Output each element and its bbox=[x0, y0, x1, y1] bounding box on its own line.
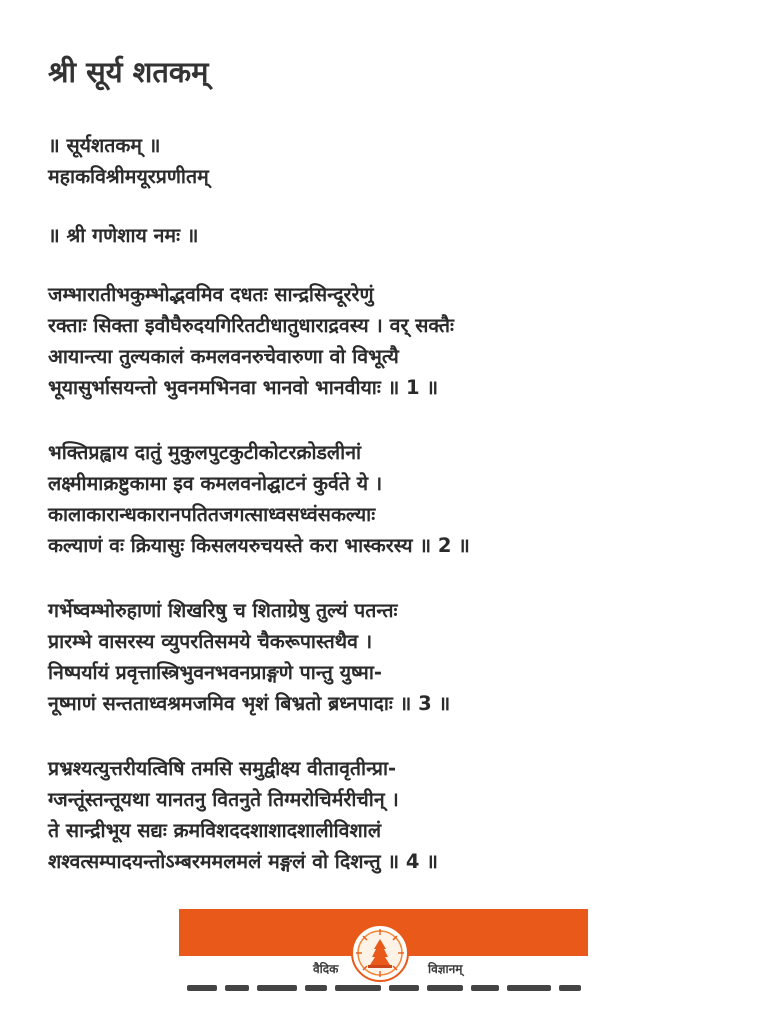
verse-3 bbox=[48, 595, 738, 719]
verse-line: नूष्माणं सन्तताध्वश्रमजमिव भृशं बिभ्रतो ब्रध्नपादाः ॥ 3 ॥ bbox=[48, 692, 451, 715]
verse-line: निष्पर्यायं प्रवृत्तास्त्रिभुवनभवनप्राङ्गणे पान्तु युष्मा- bbox=[48, 661, 382, 684]
sun-temple-logo-icon bbox=[350, 923, 410, 983]
header-line: महाकविश्रीमयूरप्रणीतम् bbox=[48, 165, 209, 188]
verse-line: प्रारम्भे वासरस्य व्युपरतिसमये चैकरूपास्तथैव । bbox=[48, 630, 373, 653]
verse-line: ग्जन्तूंस्तन्तूयथा यानतनु वितनुते तिग्मरोचिर्मरीचीन् । bbox=[48, 788, 399, 811]
cutoff-text-line bbox=[179, 985, 588, 991]
header-line: ॥ सूर्यशतकम् ॥ bbox=[48, 134, 161, 157]
verse-line: प्रभ्रश्यत्युत्तरीयत्विषि तमसि समुद्वीक्ष्य वीतावृतीन्प्रा- bbox=[48, 757, 397, 780]
verse-line: शश्वत्सम्पादयन्तोऽम्बरममलमलं मङ्गलं वो दिशन्तु ॥ 4 ॥ bbox=[48, 850, 438, 873]
verse-line: भक्तिप्रह्वाय दातुं मुकुलपुटकुटीकोटरक्रोडलीनां bbox=[48, 441, 362, 464]
verse-1 bbox=[48, 279, 738, 403]
verse-2 bbox=[48, 437, 738, 561]
verse-4 bbox=[48, 753, 738, 877]
verse-line: जम्भारातीभकुम्भोद्भवमिव दधतः सान्द्रसिन्दूररेणुं bbox=[48, 283, 374, 306]
document-page bbox=[48, 52, 738, 911]
brand-left-text: वैदिक bbox=[313, 962, 339, 976]
verse-line: कल्याणं वः क्रियासुः किसलयरुचयस्ते करा भास्करस्य ॥ 2 ॥ bbox=[48, 534, 470, 557]
invocation-block bbox=[48, 220, 738, 251]
verse-line: आयान्त्या तुल्यकालं कमलवनरुचेवारुणा वो विभूत्यै bbox=[48, 345, 399, 368]
verse-line: कालाकारान्धकारानपतितजगत्साध्वसध्वंसकल्याः bbox=[48, 503, 376, 526]
verse-line: गर्भेष्वम्भोरुहाणां शिखरिषु च शिताग्रेषु तुल्यं पतन्तः bbox=[48, 599, 398, 622]
header-block bbox=[48, 130, 738, 192]
verse-line: रक्ताः सिक्ता इवौघैरुदयगिरितटीधातुधाराद्रवस्य । वर् सक्तैः bbox=[48, 314, 454, 337]
page-title: श्री सूर्य शतकम् bbox=[48, 55, 209, 89]
verse-line: भूयासुर्भासयन्तो भुवनमभिनवा भानवो भानवीयाः ॥ 1 ॥ bbox=[48, 376, 439, 399]
verse-line: ते सान्द्रीभूय सद्यः क्रमविशददशाशादशालीविशालं bbox=[48, 819, 382, 842]
verse-line: लक्ष्मीमाक्रष्टुकामा इव कमलवनोद्घाटनं कुर्वते ये । bbox=[48, 472, 383, 495]
brand-right-text: विज्ञानम् bbox=[428, 962, 463, 976]
brand-banner bbox=[179, 909, 588, 1024]
invocation-line: ॥ श्री गणेशाय नमः ॥ bbox=[48, 224, 199, 247]
